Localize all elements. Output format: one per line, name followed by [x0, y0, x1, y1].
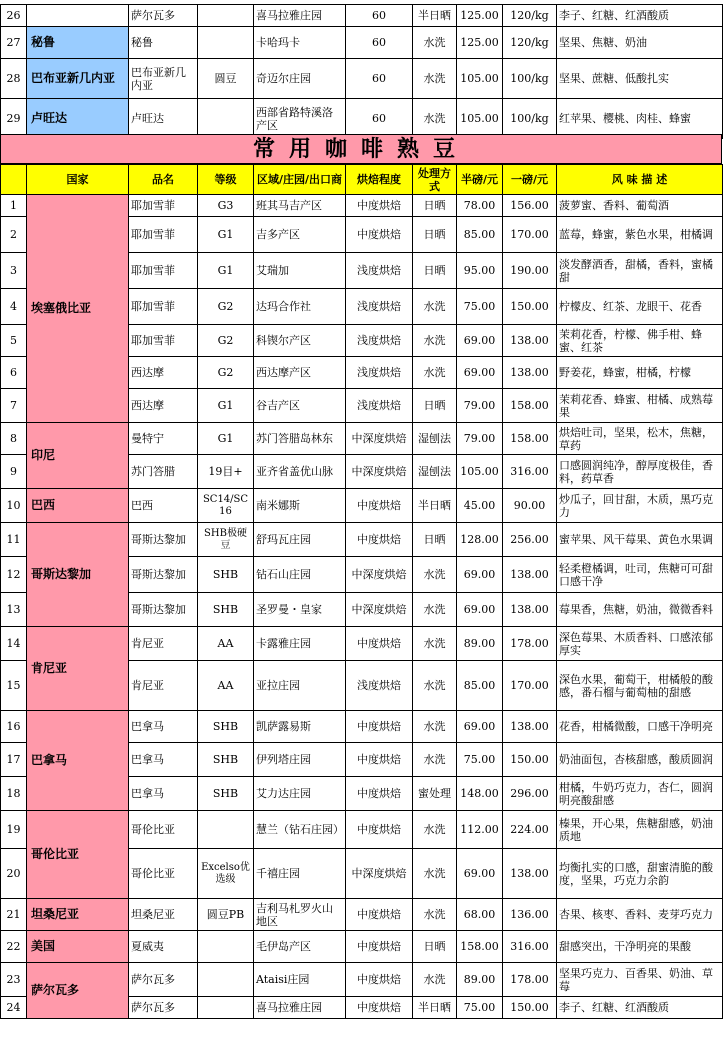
- process-cell: 水洗: [413, 289, 457, 325]
- grade-cell: SHB: [198, 557, 254, 593]
- one-pound-price: 136.00: [503, 899, 557, 931]
- roast-cell: 60: [346, 59, 413, 99]
- process-cell: 水洗: [413, 811, 457, 849]
- grade-cell: SHB: [198, 777, 254, 811]
- flavor-description: 李子、红糖、红酒酸质: [557, 5, 723, 27]
- variety-cell: 萨尔瓦多: [129, 997, 198, 1019]
- flavor-description: 李子、红糖、红酒酸质: [557, 997, 723, 1019]
- row-number: 11: [1, 523, 27, 557]
- estate-cell: 班其马吉产区: [254, 195, 346, 217]
- roast-cell: 中度烘焙: [346, 811, 413, 849]
- roast-cell: 中深度烘焙: [346, 593, 413, 627]
- half-pound-price: 85.00: [457, 661, 503, 711]
- process-cell: 水洗: [413, 27, 457, 59]
- variety-cell: 耶加雪菲: [129, 325, 198, 357]
- half-pound-price: 95.00: [457, 253, 503, 289]
- one-pound-price: 120/kg: [503, 27, 557, 59]
- one-pound-price: 178.00: [503, 963, 557, 997]
- variety-cell: 巴拿马: [129, 777, 198, 811]
- row-number: 3: [1, 253, 27, 289]
- estate-cell: 艾力达庄园: [254, 777, 346, 811]
- table-row: [1, 899, 723, 931]
- roast-cell: 60: [346, 99, 413, 139]
- half-pound-price: 69.00: [457, 557, 503, 593]
- half-pound-price: 158.00: [457, 931, 503, 963]
- estate-cell: 亚拉庄园: [254, 661, 346, 711]
- variety-cell: 巴拿马: [129, 711, 198, 743]
- one-pound-price: 100/kg: [503, 99, 557, 139]
- country-cell: 秘鲁: [27, 27, 129, 59]
- half-pound-price: 105.00: [457, 99, 503, 139]
- process-cell: 湿刨法: [413, 423, 457, 455]
- one-pound-price: 138.00: [503, 593, 557, 627]
- header-process: 处理方式: [413, 165, 457, 195]
- roast-cell: 中深度烘焙: [346, 455, 413, 489]
- row-number: 17: [1, 743, 27, 777]
- process-cell: 水洗: [413, 357, 457, 389]
- row-number: 21: [1, 899, 27, 931]
- country-cell: 巴西: [27, 489, 129, 523]
- variety-cell: 哥伦比亚: [129, 849, 198, 899]
- estate-cell: 西部省路特溪洛产区: [254, 99, 346, 139]
- estate-cell: 亚齐省盖优山脉: [254, 455, 346, 489]
- row-number: 2: [1, 217, 27, 253]
- country-cell: 哥伦比亚: [27, 811, 129, 899]
- half-pound-price: 85.00: [457, 217, 503, 253]
- row-number: 24: [1, 997, 27, 1019]
- table-row: [1, 59, 723, 99]
- half-pound-price: 75.00: [457, 997, 503, 1019]
- half-pound-price: 69.00: [457, 711, 503, 743]
- flavor-description: 榛果，开心果，焦糖甜感，奶油质地: [557, 811, 723, 849]
- variety-cell: 秘鲁: [129, 27, 198, 59]
- roast-cell: 60: [346, 27, 413, 59]
- flavor-description: 红苹果、樱桃、肉桂、蜂蜜: [557, 99, 723, 139]
- flavor-description: 深色水果，葡萄干，柑橘般的酸感，番石榴与葡萄柚的甜感: [557, 661, 723, 711]
- roast-cell: 中度烘焙: [346, 963, 413, 997]
- table-row: [1, 489, 723, 523]
- one-pound-price: 150.00: [503, 289, 557, 325]
- one-pound-price: 138.00: [503, 357, 557, 389]
- flavor-description: 淡发酵酒香，甜橘，香料，蜜橘甜: [557, 253, 723, 289]
- process-cell: 水洗: [413, 557, 457, 593]
- half-pound-price: 105.00: [457, 59, 503, 99]
- grade-cell: [198, 811, 254, 849]
- variety-cell: 哥斯达黎加: [129, 523, 198, 557]
- flavor-description: 奶油面包，杏核甜感，酸质圆润: [557, 743, 723, 777]
- grade-cell: [198, 27, 254, 59]
- estate-cell: 西达摩产区: [254, 357, 346, 389]
- one-pound-price: 170.00: [503, 661, 557, 711]
- half-pound-price: 45.00: [457, 489, 503, 523]
- variety-cell: 哥伦比亚: [129, 811, 198, 849]
- estate-cell: 毛伊岛产区: [254, 931, 346, 963]
- half-pound-price: 112.00: [457, 811, 503, 849]
- flavor-description: 深色莓果、木质香料、口感浓郁厚实: [557, 627, 723, 661]
- process-cell: 半日晒: [413, 997, 457, 1019]
- one-pound-price: 120/kg: [503, 5, 557, 27]
- variety-cell: 萨尔瓦多: [129, 963, 198, 997]
- row-number: 27: [1, 27, 27, 59]
- country-cell: 卢旺达: [27, 99, 129, 139]
- roast-cell: 浅度烘焙: [346, 357, 413, 389]
- one-pound-price: 138.00: [503, 711, 557, 743]
- country-cell: 肯尼亚: [27, 627, 129, 711]
- roast-cell: 中度烘焙: [346, 627, 413, 661]
- header-flavor: 风 味 描 述: [557, 165, 723, 195]
- grade-cell: SHB: [198, 711, 254, 743]
- estate-cell: 伊列塔庄园: [254, 743, 346, 777]
- process-cell: 水洗: [413, 743, 457, 777]
- grade-cell: 圆豆PB: [198, 899, 254, 931]
- estate-cell: 苏门答腊岛林东: [254, 423, 346, 455]
- country-cell: [27, 5, 129, 27]
- grade-cell: 19目+: [198, 455, 254, 489]
- country-cell: 印尼: [27, 423, 129, 489]
- flavor-description: 野姜花，蜂蜜，柑橘，柠檬: [557, 357, 723, 389]
- process-cell: 水洗: [413, 899, 457, 931]
- estate-cell: 凯萨露易斯: [254, 711, 346, 743]
- process-cell: 水洗: [413, 593, 457, 627]
- header-variety: 品名: [129, 165, 198, 195]
- estate-cell: 卡露雅庄园: [254, 627, 346, 661]
- row-number: 5: [1, 325, 27, 357]
- estate-cell: 奇迈尔庄园: [254, 59, 346, 99]
- table-row: [1, 963, 723, 997]
- country-cell: 美国: [27, 931, 129, 963]
- variety-cell: 萨尔瓦多: [129, 5, 198, 27]
- estate-cell: 吉多产区: [254, 217, 346, 253]
- country-cell: 埃塞俄比亚: [27, 195, 129, 423]
- half-pound-price: 79.00: [457, 423, 503, 455]
- half-pound-price: 79.00: [457, 389, 503, 423]
- grade-cell: SC14/SC16: [198, 489, 254, 523]
- variety-cell: 耶加雪菲: [129, 289, 198, 325]
- roast-cell: 中度烘焙: [346, 523, 413, 557]
- process-cell: 蜜处理: [413, 777, 457, 811]
- roast-cell: 中度烘焙: [346, 711, 413, 743]
- row-number: 14: [1, 627, 27, 661]
- header-roast: 烘焙程度: [346, 165, 413, 195]
- estate-cell: 达玛合作社: [254, 289, 346, 325]
- grade-cell: [198, 997, 254, 1019]
- grade-cell: G1: [198, 389, 254, 423]
- half-pound-price: 75.00: [457, 743, 503, 777]
- flavor-description: 甜感突出，干净明亮的果酸: [557, 931, 723, 963]
- flavor-description: 口感圆润纯净，醇厚度极佳，香料，药草香: [557, 455, 723, 489]
- table-row: [1, 5, 723, 27]
- one-pound-price: 170.00: [503, 217, 557, 253]
- roast-cell: 浅度烘焙: [346, 389, 413, 423]
- header-country: 国家: [27, 165, 129, 195]
- row-number: 23: [1, 963, 27, 997]
- process-cell: 水洗: [413, 661, 457, 711]
- variety-cell: 夏威夷: [129, 931, 198, 963]
- grade-cell: 圆豆: [198, 59, 254, 99]
- grade-cell: Excelso优选级: [198, 849, 254, 899]
- flavor-description: 杏果、核枣、香料、麦芽巧克力: [557, 899, 723, 931]
- roast-cell: 中度烘焙: [346, 899, 413, 931]
- variety-cell: 耶加雪菲: [129, 253, 198, 289]
- row-number: 10: [1, 489, 27, 523]
- estate-cell: 慧兰（钻石庄园）: [254, 811, 346, 849]
- estate-cell: 喜马拉雅庄园: [254, 5, 346, 27]
- variety-cell: 肯尼亚: [129, 627, 198, 661]
- header-grade: 等级: [198, 165, 254, 195]
- grade-cell: AA: [198, 627, 254, 661]
- half-pound-price: 69.00: [457, 325, 503, 357]
- flavor-description: 坚果巧克力、百香果、奶油、草莓: [557, 963, 723, 997]
- top-table: [0, 4, 723, 139]
- country-cell: 巴布亚新几内亚: [27, 59, 129, 99]
- row-number: 22: [1, 931, 27, 963]
- one-pound-price: 138.00: [503, 325, 557, 357]
- roast-cell: 中度烘焙: [346, 489, 413, 523]
- table-row: [1, 523, 723, 557]
- roast-cell: 中度烘焙: [346, 743, 413, 777]
- row-number: 7: [1, 389, 27, 423]
- estate-cell: 吉利马札罗火山地区: [254, 899, 346, 931]
- one-pound-price: 90.00: [503, 489, 557, 523]
- variety-cell: 哥斯达黎加: [129, 593, 198, 627]
- process-cell: 半日晒: [413, 5, 457, 27]
- half-pound-price: 125.00: [457, 5, 503, 27]
- grade-cell: G2: [198, 325, 254, 357]
- roast-cell: 60: [346, 5, 413, 27]
- estate-cell: 喜马拉雅庄园: [254, 997, 346, 1019]
- table-row: [1, 811, 723, 849]
- one-pound-price: 138.00: [503, 849, 557, 899]
- one-pound-price: 150.00: [503, 743, 557, 777]
- row-number: 28: [1, 59, 27, 99]
- header-one-pound: 一磅/元: [503, 165, 557, 195]
- row-number: 15: [1, 661, 27, 711]
- row-number: 12: [1, 557, 27, 593]
- grade-cell: G2: [198, 357, 254, 389]
- row-number: 16: [1, 711, 27, 743]
- variety-cell: 肯尼亚: [129, 661, 198, 711]
- grade-cell: G2: [198, 289, 254, 325]
- estate-cell: 舒玛瓦庄园: [254, 523, 346, 557]
- roast-cell: 浅度烘焙: [346, 253, 413, 289]
- process-cell: 水洗: [413, 849, 457, 899]
- table-row: [1, 99, 723, 139]
- process-cell: 水洗: [413, 627, 457, 661]
- one-pound-price: 296.00: [503, 777, 557, 811]
- roast-cell: 中度烘焙: [346, 195, 413, 217]
- row-number: 13: [1, 593, 27, 627]
- half-pound-price: 68.00: [457, 899, 503, 931]
- flavor-description: 柑橘，牛奶巧克力，杏仁，圆润明亮酸甜感: [557, 777, 723, 811]
- variety-cell: 卢旺达: [129, 99, 198, 139]
- roast-cell: 浅度烘焙: [346, 661, 413, 711]
- table-row: [1, 195, 723, 217]
- estate-cell: Ataisi庄园: [254, 963, 346, 997]
- flavor-description: 莓果香，焦糖，奶油，微微香料: [557, 593, 723, 627]
- flavor-description: 菠萝蜜、香料、葡萄酒: [557, 195, 723, 217]
- estate-cell: 钻石山庄园: [254, 557, 346, 593]
- table-row: [1, 931, 723, 963]
- variety-cell: 坦桑尼亚: [129, 899, 198, 931]
- process-cell: 水洗: [413, 99, 457, 139]
- row-number: 29: [1, 99, 27, 139]
- variety-cell: 巴布亚新几内亚: [129, 59, 198, 99]
- estate-cell: 卡哈玛卡: [254, 27, 346, 59]
- header-half-pound: 半磅/元: [457, 165, 503, 195]
- process-cell: 日晒: [413, 217, 457, 253]
- one-pound-price: 190.00: [503, 253, 557, 289]
- flavor-description: 炒瓜子，回甘甜，木质，黑巧克力: [557, 489, 723, 523]
- header-no: [1, 165, 27, 195]
- row-number: 20: [1, 849, 27, 899]
- flavor-description: 坚果、焦糖、奶油: [557, 27, 723, 59]
- roast-cell: 中深度烘焙: [346, 423, 413, 455]
- grade-cell: [198, 931, 254, 963]
- process-cell: 半日晒: [413, 489, 457, 523]
- half-pound-price: 69.00: [457, 593, 503, 627]
- flavor-description: 柠檬皮、红茶、龙眼干、花香: [557, 289, 723, 325]
- grade-cell: SHB: [198, 743, 254, 777]
- table-row: [1, 423, 723, 455]
- one-pound-price: 158.00: [503, 423, 557, 455]
- half-pound-price: 69.00: [457, 357, 503, 389]
- grade-cell: AA: [198, 661, 254, 711]
- estate-cell: 千禧庄园: [254, 849, 346, 899]
- estate-cell: 南米娜斯: [254, 489, 346, 523]
- grade-cell: [198, 5, 254, 27]
- process-cell: 水洗: [413, 711, 457, 743]
- estate-cell: 艾瑞加: [254, 253, 346, 289]
- flavor-description: 轻柔橙橘调，吐司，焦糖可可甜口感干净: [557, 557, 723, 593]
- row-number: 4: [1, 289, 27, 325]
- variety-cell: 哥斯达黎加: [129, 557, 198, 593]
- one-pound-price: 316.00: [503, 455, 557, 489]
- row-number: 19: [1, 811, 27, 849]
- table-row: [1, 27, 723, 59]
- section-title: 常用咖啡熟豆: [0, 134, 722, 164]
- variety-cell: 巴拿马: [129, 743, 198, 777]
- flavor-description: 茉莉花香，柠檬、佛手柑、蜂蜜、红茶: [557, 325, 723, 357]
- country-cell: 坦桑尼亚: [27, 899, 129, 931]
- row-number: 6: [1, 357, 27, 389]
- one-pound-price: 150.00: [503, 997, 557, 1019]
- estate-cell: 谷吉产区: [254, 389, 346, 423]
- half-pound-price: 125.00: [457, 27, 503, 59]
- roast-cell: 中度烘焙: [346, 931, 413, 963]
- one-pound-price: 158.00: [503, 389, 557, 423]
- row-number: 9: [1, 455, 27, 489]
- process-cell: 日晒: [413, 195, 457, 217]
- header-row: [1, 165, 723, 195]
- one-pound-price: 156.00: [503, 195, 557, 217]
- variety-cell: 耶加雪菲: [129, 217, 198, 253]
- flavor-description: 均衡扎实的口感，甜蜜清脆的酸度，坚果，巧克力余韵: [557, 849, 723, 899]
- variety-cell: 巴西: [129, 489, 198, 523]
- half-pound-price: 105.00: [457, 455, 503, 489]
- process-cell: 日晒: [413, 931, 457, 963]
- half-pound-price: 128.00: [457, 523, 503, 557]
- row-number: 18: [1, 777, 27, 811]
- process-cell: 水洗: [413, 325, 457, 357]
- row-number: 26: [1, 5, 27, 27]
- flavor-description: 花香，柑橘微酸，口感干净明亮: [557, 711, 723, 743]
- one-pound-price: 100/kg: [503, 59, 557, 99]
- process-cell: 日晒: [413, 253, 457, 289]
- variety-cell: 西达摩: [129, 357, 198, 389]
- flavor-description: 茉莉花香、蜂蜜、柑橘、成熟莓果: [557, 389, 723, 423]
- country-cell: 哥斯达黎加: [27, 523, 129, 627]
- process-cell: 日晒: [413, 523, 457, 557]
- grade-cell: G1: [198, 217, 254, 253]
- variety-cell: 西达摩: [129, 389, 198, 423]
- half-pound-price: 89.00: [457, 627, 503, 661]
- one-pound-price: 316.00: [503, 931, 557, 963]
- flavor-description: 烘焙吐司，坚果，松木，焦糖，草药: [557, 423, 723, 455]
- table-row: [1, 627, 723, 661]
- variety-cell: 曼特宁: [129, 423, 198, 455]
- one-pound-price: 138.00: [503, 557, 557, 593]
- estate-cell: 圣罗曼・皇家: [254, 593, 346, 627]
- half-pound-price: 148.00: [457, 777, 503, 811]
- row-number: 1: [1, 195, 27, 217]
- variety-cell: 苏门答腊: [129, 455, 198, 489]
- grade-cell: G1: [198, 423, 254, 455]
- process-cell: 日晒: [413, 389, 457, 423]
- process-cell: 水洗: [413, 963, 457, 997]
- roast-cell: 中深度烘焙: [346, 849, 413, 899]
- header-estate: 区域/庄园/出口商: [254, 165, 346, 195]
- grade-cell: SHB: [198, 593, 254, 627]
- half-pound-price: 78.00: [457, 195, 503, 217]
- grade-cell: [198, 963, 254, 997]
- roast-cell: 中度烘焙: [346, 997, 413, 1019]
- estate-cell: 科锲尔产区: [254, 325, 346, 357]
- one-pound-price: 178.00: [503, 627, 557, 661]
- one-pound-price: 224.00: [503, 811, 557, 849]
- roast-cell: 浅度烘焙: [346, 325, 413, 357]
- half-pound-price: 89.00: [457, 963, 503, 997]
- process-cell: 水洗: [413, 59, 457, 99]
- row-number: 8: [1, 423, 27, 455]
- grade-cell: SHB极硬豆: [198, 523, 254, 557]
- grade-cell: G1: [198, 253, 254, 289]
- main-table: [0, 164, 723, 1019]
- grade-cell: [198, 99, 254, 139]
- flavor-description: 蜜苹果、风干莓果、黄色水果调: [557, 523, 723, 557]
- grade-cell: G3: [198, 195, 254, 217]
- roast-cell: 浅度烘焙: [346, 289, 413, 325]
- roast-cell: 中深度烘焙: [346, 557, 413, 593]
- process-cell: 湿刨法: [413, 455, 457, 489]
- roast-cell: 中度烘焙: [346, 217, 413, 253]
- flavor-description: 坚果、蔗糖、低酸扎实: [557, 59, 723, 99]
- table-row: [1, 711, 723, 743]
- roast-cell: 中度烘焙: [346, 777, 413, 811]
- flavor-description: 蓝莓，蜂蜜，紫色水果，柑橘调: [557, 217, 723, 253]
- variety-cell: 耶加雪菲: [129, 195, 198, 217]
- country-cell: 巴拿马: [27, 711, 129, 811]
- one-pound-price: 256.00: [503, 523, 557, 557]
- half-pound-price: 75.00: [457, 289, 503, 325]
- half-pound-price: 69.00: [457, 849, 503, 899]
- country-cell: 萨尔瓦多: [27, 963, 129, 1019]
